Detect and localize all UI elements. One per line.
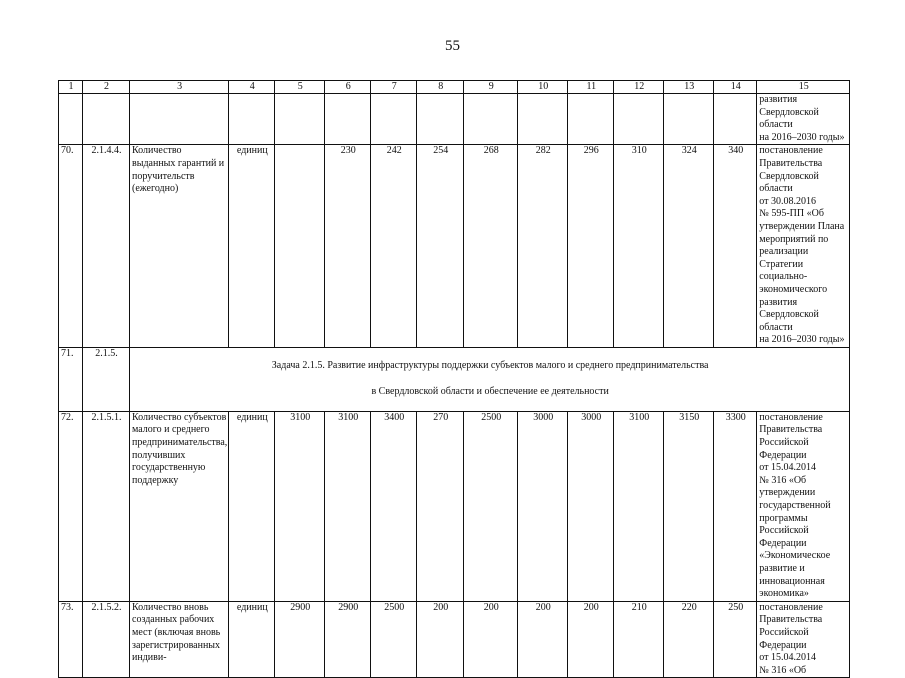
page-number: 55 (445, 38, 460, 54)
column-number: 6 (325, 81, 371, 94)
source-cell: постановление Правительства Свердловской области от 30.08.2016 № 595-ПП «Об утверждении Плана мероприятий по реализации Стратегии социально-экономического развития Свердловской области на 2016–2030 годы» (757, 145, 850, 348)
indicator-code: 2.1.5. (83, 347, 130, 411)
column-number: 13 (664, 81, 714, 94)
value-cell: 270 (417, 411, 464, 601)
value-cell: 200 (518, 601, 568, 678)
value-cell: 3300 (714, 411, 757, 601)
indicator-code: 2.1.5.1. (83, 411, 130, 601)
value-cell: 250 (714, 601, 757, 678)
column-number: 15 (757, 81, 850, 94)
column-number: 7 (371, 81, 417, 94)
value-cell: 210 (614, 601, 664, 678)
source-cell: постановление Правительства Российской Федерации от 15.04.2014 № 316 «Об (757, 601, 850, 678)
indicator-name: Количество вновь созданных рабочих мест (включая вновь зарегистрированных индиви- (130, 601, 229, 678)
unit-cell: единиц (229, 601, 275, 678)
column-number-row (59, 81, 850, 94)
column-number: 9 (464, 81, 518, 94)
task-heading-line: Задача 2.1.5. Развитие инфраструктуры поддержки субъектов малого и среднего предпринимательства (271, 360, 709, 372)
column-number: 14 (714, 81, 757, 94)
indicator-name: Количество субъектов малого и среднего предпринимательства, получивших государственную поддержку (130, 411, 229, 601)
table-row-71 (59, 347, 850, 411)
table-row-72 (59, 411, 850, 601)
column-number: 5 (275, 81, 325, 94)
value-cell: 242 (371, 145, 417, 348)
column-number: 2 (83, 81, 130, 94)
indicator-code: 2.1.4.4. (83, 145, 130, 348)
task-heading-line: в Свердловской области и обеспечение ее деятельности (371, 385, 609, 397)
source-cell: развития Свердловской области на 2016–2030 годы» (757, 94, 850, 145)
value-cell: 324 (664, 145, 714, 348)
table-row-continuation (59, 94, 850, 145)
value-cell: 2900 (275, 601, 325, 678)
unit-cell: единиц (229, 145, 275, 348)
row-number: 73. (59, 601, 83, 678)
column-number: 3 (130, 81, 229, 94)
indicators-table (58, 80, 850, 678)
row-number: 71. (59, 347, 83, 411)
unit-cell: единиц (229, 411, 275, 601)
value-cell: 3000 (568, 411, 614, 601)
value-cell: 282 (518, 145, 568, 348)
value-cell: 200 (417, 601, 464, 678)
table-row-70 (59, 145, 850, 348)
value-cell: 3400 (371, 411, 417, 601)
value-cell: 220 (664, 601, 714, 678)
value-cell (275, 145, 325, 348)
value-cell: 254 (417, 145, 464, 348)
column-number: 10 (518, 81, 568, 94)
value-cell: 200 (464, 601, 518, 678)
row-number: 72. (59, 411, 83, 601)
value-cell: 268 (464, 145, 518, 348)
value-cell: 3000 (518, 411, 568, 601)
row-number: 70. (59, 145, 83, 348)
value-cell: 3100 (325, 411, 371, 601)
value-cell: 2500 (464, 411, 518, 601)
column-number: 8 (417, 81, 464, 94)
value-cell: 200 (568, 601, 614, 678)
column-number: 4 (229, 81, 275, 94)
value-cell: 340 (714, 145, 757, 348)
value-cell: 230 (325, 145, 371, 348)
source-cell: постановление Правительства Российской Федерации от 15.04.2014 № 316 «Об утверждении государственной программы Российской Федерации «Экономическое развитие и инновационная экономика» (757, 411, 850, 601)
indicator-name: Количество выданных гарантий и поручительств (ежегодно) (130, 145, 229, 348)
task-heading (130, 347, 850, 411)
column-number: 11 (568, 81, 614, 94)
indicator-code: 2.1.5.2. (83, 601, 130, 678)
column-number: 12 (614, 81, 664, 94)
value-cell: 3100 (275, 411, 325, 601)
value-cell: 2500 (371, 601, 417, 678)
value-cell: 3100 (614, 411, 664, 601)
value-cell: 3150 (664, 411, 714, 601)
value-cell: 296 (568, 145, 614, 348)
value-cell: 310 (614, 145, 664, 348)
value-cell: 2900 (325, 601, 371, 678)
column-number: 1 (59, 81, 83, 94)
